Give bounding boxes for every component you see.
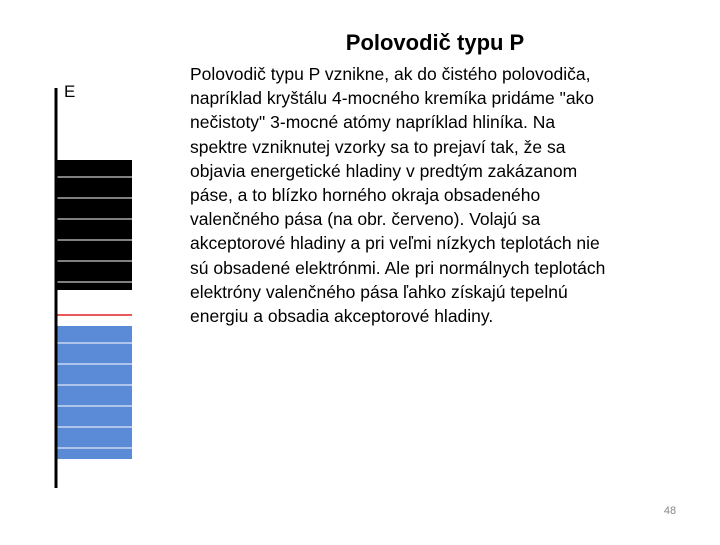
energy-axis-label: E — [64, 82, 76, 101]
body-line: akceptorové hladiny a pri veľmi nízkych teplotách nie — [190, 233, 600, 254]
energy-band-diagram — [0, 0, 180, 540]
body-line: objavia energetické hladiny v predtým zakázanom — [190, 160, 578, 181]
body-line: páse, a to blízko horného okraja obsadeného — [190, 185, 541, 206]
body-line: energiu a obsadia akceptorové hladiny. — [190, 306, 494, 327]
body-line: Polovodič typu P vznikne, ak do čistého polovodiča, — [190, 64, 591, 84]
body-line: elektróny valenčného pása ľahko získajú tepelnú — [190, 281, 568, 302]
page-number: 48 — [663, 505, 677, 517]
body-text — [190, 62, 690, 328]
body-line: sú obsadené elektrónmi. Ale pri normálnych teplotách — [190, 257, 606, 278]
body-line: nečistoty" 3-mocné atómy napríklad hliníka. Na — [190, 112, 556, 133]
slide-title: Polovodič typu P — [345, 30, 525, 55]
conduction-band — [57, 160, 132, 290]
body-line: napríklad kryštálu 4-mocného kremíka pridáme "ako — [190, 88, 595, 109]
valence-band — [57, 326, 132, 459]
body-line: spektre vzniknutej vzorky sa to prejaví tak, že sa — [190, 136, 566, 157]
body-line: valenčného pása (na obr. červeno). Volajú sa — [190, 209, 541, 230]
energy-band-svg — [0, 0, 180, 540]
